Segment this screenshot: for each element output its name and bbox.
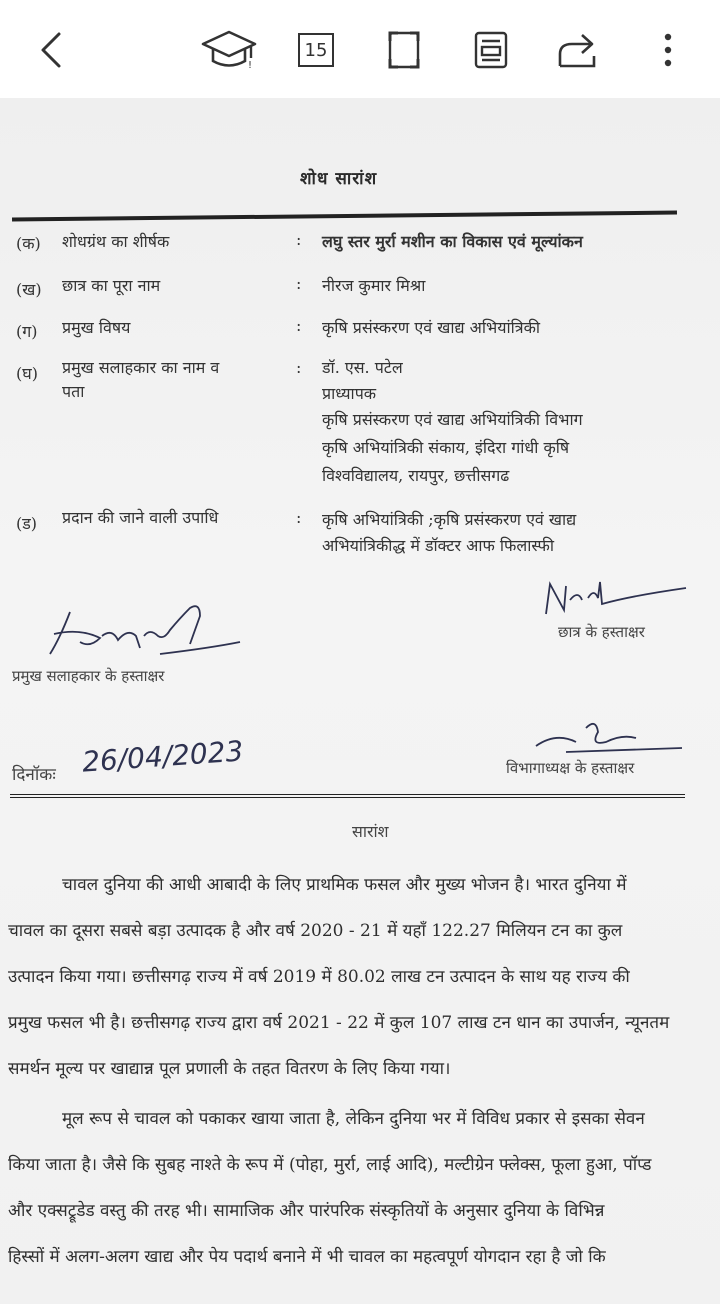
row-key-ga: (ग): [16, 322, 38, 341]
page-count-button[interactable]: [290, 24, 342, 76]
top-toolbar: [0, 0, 720, 98]
hod-signature-label: विभागाध्यक्ष के हस्ताक्षर: [506, 759, 635, 777]
para2-line-4: हिस्सों में अलग-अलग खाद्य और पेय पदार्थ बनाने में भी चावल का महत्वपूर्ण योगदान रहा है जो कि: [8, 1247, 606, 1267]
row-colon: :: [296, 316, 302, 335]
fullscreen-icon: [387, 30, 421, 70]
hod-signature-scribble: [526, 712, 686, 762]
row-value-gha-2: प्राध्यापक: [322, 384, 377, 403]
row-value-kha: नीरज कुमार मिश्रा: [322, 276, 426, 295]
more-vertical-icon: [662, 30, 674, 70]
graduation-cap-icon: [201, 28, 257, 72]
title-rule: [12, 211, 677, 222]
back-arrow-icon: [37, 30, 67, 70]
reader-mode-button[interactable]: [465, 24, 517, 76]
row-key-ka: (क): [16, 234, 41, 253]
doc-title: शोध सारांश: [300, 169, 378, 189]
more-options-button[interactable]: [642, 24, 694, 76]
fullscreen-button[interactable]: [378, 24, 430, 76]
row-label-gha: प्रमुख सलाहकार का नाम व: [62, 358, 220, 377]
row-colon: :: [296, 274, 302, 293]
student-signature-scribble: [540, 574, 690, 624]
row-value-da-1: कृषि अभियांत्रिकी ;कृषि प्रसंस्करण एवं खाद्य: [322, 510, 577, 529]
advisor-signature-scribble: [40, 598, 250, 668]
para2-line-3: और एक्सट्रूडेड वस्तु की तरह भी। सामाजिक और पारंपरिक संस्कृतियों के अनुसार दुनिया के विभिन्न: [8, 1201, 605, 1221]
row-value-gha-5: विश्वविद्यालय, रायपुर, छत्तीसगढ: [322, 466, 510, 485]
row-key-kha: (ख): [16, 280, 42, 299]
row-value-da-2: अभियांत्रिकीद्ध में डॉक्टर आफ फिलास्फी: [322, 536, 555, 555]
row-colon: :: [296, 358, 302, 377]
row-label-da: प्रदान की जाने वाली उपाधि: [62, 508, 219, 527]
row-label-ga: प्रमुख विषय: [62, 318, 131, 337]
row-colon: :: [296, 508, 302, 527]
study-mode-button[interactable]: [200, 24, 258, 76]
para1-line-2: चावल का दूसरा सबसे बड़ा उत्पादक है और वर्ष 2020 - 21 में यहाँ 122.27 मिलियन टन का कुल: [8, 921, 623, 941]
section-rule: [10, 794, 685, 798]
summary-heading: सारांश: [352, 822, 389, 841]
row-key-gha: (घ): [16, 364, 38, 383]
row-value-ka: लघु स्तर मुर्रा मशीन का विकास एवं मूल्यांकन: [322, 232, 583, 251]
document-page: [0, 98, 720, 1304]
para2-line-1: मूल रूप से चावल को पकाकर खाया जाता है, लेकिन दुनिया भर में विविध प्रकार से इसका सेवन: [62, 1109, 645, 1129]
para1-line-1: चावल दुनिया की आधी आबादी के लिए प्राथमिक फसल और मुख्य भोजन है। भारत दुनिया में: [62, 875, 627, 895]
share-button[interactable]: [552, 24, 604, 76]
row-value-ga: कृषि प्रसंस्करण एवं खाद्य अभियांत्रिकी: [322, 318, 541, 337]
date-value: 26/04/2023: [81, 734, 245, 779]
row-label-kha: छात्र का पूरा नाम: [62, 276, 161, 295]
page-count-icon: 15: [298, 33, 334, 67]
student-signature-label: छात्र के हस्ताक्षर: [558, 623, 645, 641]
row-label-ka: शोधग्रंथ का शीर्षक: [62, 232, 170, 251]
row-label-gha-2: पता: [62, 382, 85, 401]
svg-text:!: !: [248, 60, 253, 71]
row-value-gha-1: डॉ. एस. पटेल: [322, 358, 403, 377]
date-label: दिनॉकः: [12, 765, 56, 785]
row-value-gha-3: कृषि प्रसंस्करण एवं खाद्य अभियांत्रिकी विभाग: [322, 410, 583, 429]
row-colon: :: [296, 230, 302, 249]
reader-mode-icon: [473, 30, 509, 70]
back-button[interactable]: [26, 24, 78, 76]
row-value-gha-4: कृषि अभियांत्रिकी संकाय, इंदिरा गांधी कृषि: [322, 438, 570, 457]
row-key-da: (ड): [16, 514, 38, 533]
share-icon: [556, 30, 600, 70]
para1-line-3: उत्पादन किया गया। छत्तीसगढ़ राज्य में वर्ष 2019 में 80.02 लाख टन उत्पादन के साथ यह राज्य की: [8, 967, 630, 987]
advisor-signature-label: प्रमुख सलाहकार के हस्ताक्षर: [12, 667, 165, 685]
para2-line-2: किया जाता है। जैसे कि सुबह नाश्ते के रूप में (पोहा, मुर्रा, लाई आदि), मल्टीग्रेन फ्लेक्स, फूला हुआ, पॉप्ड: [8, 1155, 652, 1175]
para1-line-4: प्रमुख फसल भी है। छत्तीसगढ़ राज्य द्वारा वर्ष 2021 - 22 में कुल 107 लाख टन धान का उपार्जन, न्यूनतम: [8, 1013, 670, 1033]
para1-line-5: समर्थन मूल्य पर खाद्यान्न पूल प्रणाली के तहत वितरण के लिए किया गया।: [8, 1059, 451, 1079]
